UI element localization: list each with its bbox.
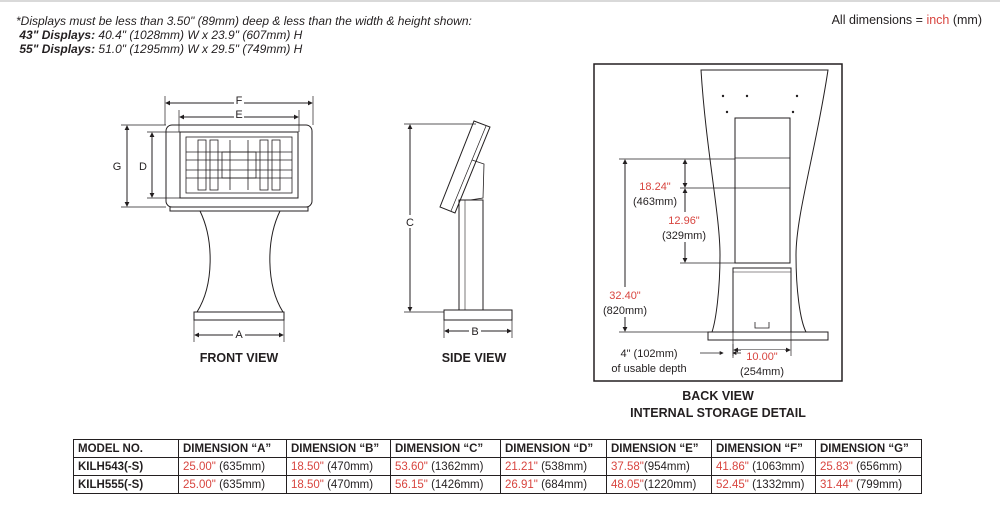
value-inch: 25.83" bbox=[820, 460, 853, 473]
cell-dim-g bbox=[816, 476, 922, 494]
value-inch: 31.44" bbox=[820, 478, 853, 491]
value-mm: (799mm) bbox=[852, 478, 903, 491]
table-row bbox=[74, 476, 922, 494]
dim-letter-c: C bbox=[406, 217, 414, 229]
dim-letter-g: G bbox=[112, 161, 122, 173]
front-view-label: FRONT VIEW bbox=[199, 351, 279, 365]
value-mm: (954mm) bbox=[643, 460, 690, 473]
dim-32-40-in: 32.40" bbox=[609, 290, 641, 302]
notes-43-label: 43" Displays: bbox=[19, 28, 96, 42]
dim-32-40-mm: (820mm) bbox=[602, 305, 648, 317]
cell-dim-b bbox=[287, 458, 391, 476]
notes-43-value: 40.4" (1028mm) W x 23.9" (607mm) H bbox=[95, 28, 303, 42]
value-mm: (635mm) bbox=[215, 460, 266, 473]
value-inch: 26.91" bbox=[505, 478, 538, 491]
notes-line-1: *Displays must be less than 3.50" (89mm) deep & less than the width & height shown: bbox=[16, 14, 472, 28]
header-dim-f: DIMENSION “F” bbox=[712, 440, 816, 458]
value-inch: 18.50" bbox=[291, 460, 324, 473]
model-cell: KILH543(-S) bbox=[74, 458, 179, 476]
dim-letter-f: F bbox=[235, 95, 243, 107]
value-inch: 37.58" bbox=[611, 460, 644, 473]
model-cell: KILH555(-S) bbox=[74, 476, 179, 494]
cell-dim-e bbox=[607, 476, 712, 494]
back-view-drawing bbox=[594, 64, 842, 381]
header-dim-d: DIMENSION “D” bbox=[501, 440, 607, 458]
value-inch: 56.15" bbox=[395, 478, 428, 491]
front-view-drawing bbox=[121, 96, 313, 342]
value-mm: (1332mm) bbox=[748, 478, 805, 491]
cell-dim-g bbox=[816, 458, 922, 476]
value-inch: 25.00" bbox=[183, 460, 216, 473]
cell-dim-d bbox=[501, 476, 607, 494]
dim-12-96-mm: (329mm) bbox=[661, 230, 707, 242]
dim-depth-line1: 4" (102mm) bbox=[620, 348, 678, 360]
dim-letter-b: B bbox=[471, 326, 479, 338]
notes-55-label: 55" Displays: bbox=[19, 42, 96, 56]
header-model: MODEL NO. bbox=[74, 440, 179, 458]
side-view-drawing bbox=[404, 121, 512, 338]
side-view-letters bbox=[403, 215, 506, 365]
cell-dim-f bbox=[712, 476, 816, 494]
dimension-table bbox=[73, 439, 922, 494]
cell-dim-a bbox=[179, 476, 287, 494]
dim-18-24-in: 18.24" bbox=[639, 181, 671, 193]
header-dim-a: DIMENSION “A” bbox=[179, 440, 287, 458]
value-mm: (538mm) bbox=[537, 460, 588, 473]
value-mm: (635mm) bbox=[215, 478, 266, 491]
cell-dim-e bbox=[607, 458, 712, 476]
cell-dim-a bbox=[179, 458, 287, 476]
dim-10-00-mm: (254mm) bbox=[739, 366, 785, 378]
dim-letter-e: E bbox=[235, 109, 243, 121]
cell-dim-c bbox=[391, 476, 501, 494]
value-mm: (684mm) bbox=[537, 478, 588, 491]
back-view-label: BACK VIEW bbox=[682, 389, 754, 403]
dim-letter-a: A bbox=[235, 329, 243, 341]
cell-dim-b bbox=[287, 476, 391, 494]
dim-12-96-in: 12.96" bbox=[668, 215, 700, 227]
value-inch: 41.86" bbox=[716, 460, 749, 473]
side-view-label: SIDE VIEW bbox=[441, 351, 507, 365]
header-dim-e: DIMENSION “E” bbox=[607, 440, 712, 458]
value-inch: 21.21" bbox=[505, 460, 538, 473]
header-dim-g: DIMENSION “G” bbox=[816, 440, 922, 458]
value-mm: (1063mm) bbox=[748, 460, 805, 473]
back-view-annotations bbox=[598, 178, 806, 420]
value-inch: 48.05" bbox=[611, 478, 644, 491]
storage-detail-label: INTERNAL STORAGE DETAIL bbox=[630, 406, 806, 420]
cell-dim-c bbox=[391, 458, 501, 476]
cell-dim-f bbox=[712, 458, 816, 476]
table-row bbox=[74, 458, 922, 476]
value-inch: 18.50" bbox=[291, 478, 324, 491]
value-inch: 25.00" bbox=[183, 478, 216, 491]
header-dim-b: DIMENSION “B” bbox=[287, 440, 391, 458]
table-header-row bbox=[74, 440, 922, 458]
value-mm: (656mm) bbox=[852, 460, 903, 473]
units-prefix: All dimensions = bbox=[831, 13, 927, 27]
header-dim-c: DIMENSION “C” bbox=[391, 440, 501, 458]
units-inch: inch bbox=[926, 13, 950, 27]
value-mm: (1362mm) bbox=[427, 460, 484, 473]
dim-letter-d: D bbox=[139, 161, 147, 173]
value-inch: 52.45" bbox=[716, 478, 749, 491]
dim-10-00-in: 10.00" bbox=[746, 351, 778, 363]
value-inch: 53.60" bbox=[395, 460, 428, 473]
value-mm: (1426mm) bbox=[427, 478, 484, 491]
cell-dim-d bbox=[501, 458, 607, 476]
value-mm: (1220mm) bbox=[643, 478, 697, 491]
front-view-letters bbox=[111, 95, 278, 365]
value-mm: (470mm) bbox=[323, 478, 374, 491]
value-mm: (470mm) bbox=[323, 460, 374, 473]
notes-55-value: 51.0" (1295mm) W x 29.5" (749mm) H bbox=[95, 42, 303, 56]
dim-18-24-mm: (463mm) bbox=[632, 196, 678, 208]
dim-depth-line2: of usable depth bbox=[611, 363, 687, 375]
units-mm: (mm) bbox=[949, 13, 982, 27]
